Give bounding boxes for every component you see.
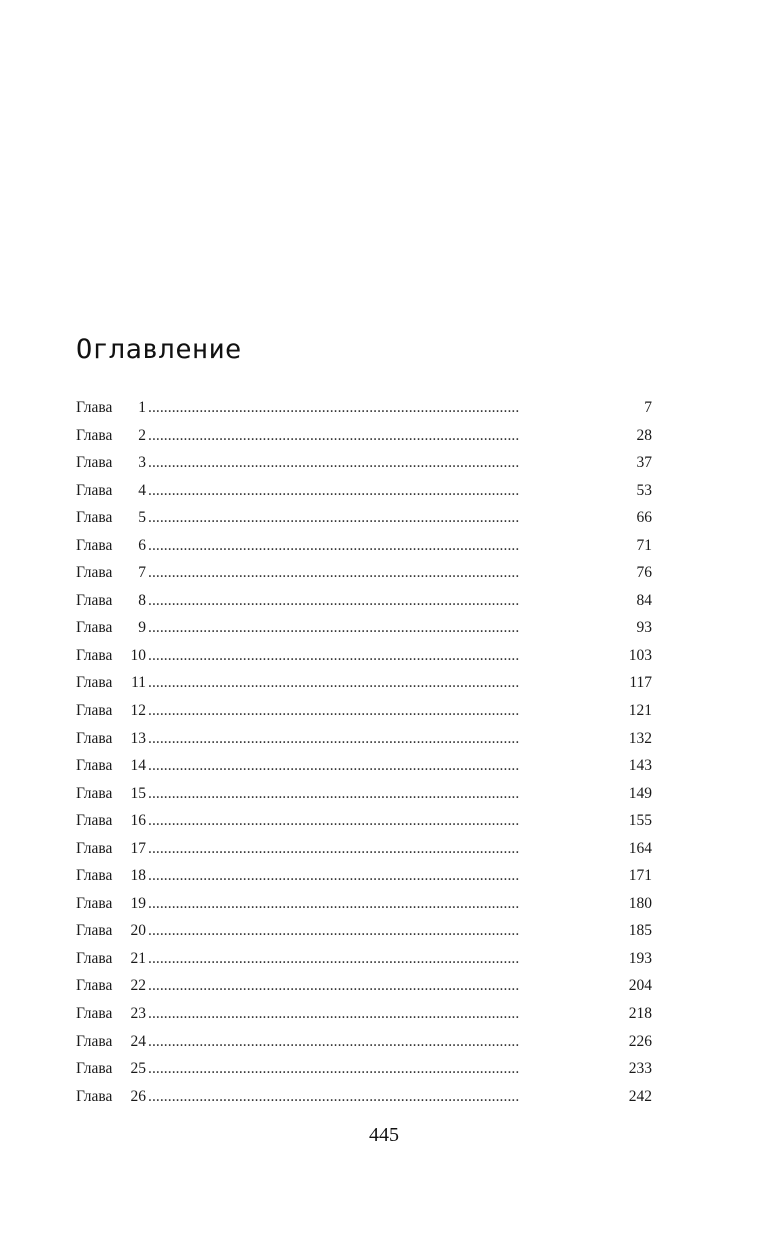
- page-number: 445: [369, 1124, 399, 1146]
- chapter-number: 1: [138, 399, 146, 416]
- chapter-page-number: 103: [628, 646, 652, 664]
- chapter-label: Глава: [76, 509, 113, 527]
- dot-leader: [148, 587, 634, 615]
- chapter-number: 16: [130, 812, 146, 830]
- toc-entry[interactable]: [76, 449, 652, 477]
- toc-list: [76, 394, 652, 1110]
- dot-leader: [148, 394, 641, 422]
- toc-entry[interactable]: [76, 807, 652, 835]
- chapter-page-number: 53: [636, 481, 652, 499]
- dot-leader: [148, 449, 634, 477]
- chapter-number: 14: [130, 757, 146, 775]
- chapter-page-number: 233: [628, 1060, 652, 1078]
- chapter-number: 19: [130, 894, 146, 912]
- chapter-number: 15: [130, 784, 146, 802]
- dot-leader: [148, 1028, 626, 1056]
- chapter-label: Глава: [76, 454, 113, 472]
- toc-entry[interactable]: [76, 752, 652, 780]
- chapter-label: Глава: [76, 784, 113, 802]
- chapter-page-number: 171: [628, 867, 652, 885]
- toc-entry[interactable]: [76, 1055, 652, 1083]
- dot-leader: [148, 532, 634, 560]
- chapter-number: 20: [130, 922, 146, 940]
- chapter-page-number: 242: [628, 1087, 652, 1105]
- dot-leader: [148, 807, 626, 835]
- toc-entry[interactable]: [76, 642, 652, 670]
- dot-leader: [148, 835, 626, 863]
- chapter-label: Глава: [76, 426, 113, 444]
- chapter-page-number: 226: [628, 1032, 652, 1050]
- chapter-page-number: 121: [628, 702, 652, 720]
- chapter-label: Глава: [76, 867, 113, 885]
- chapter-label: Глава: [76, 481, 113, 499]
- chapter-number: 12: [130, 702, 146, 720]
- chapter-number: 23: [130, 1005, 146, 1023]
- dot-leader: [148, 945, 626, 973]
- toc-entry[interactable]: [76, 862, 652, 890]
- chapter-page-number: 66: [636, 509, 652, 527]
- chapter-label: Глава: [76, 729, 113, 747]
- toc-entry[interactable]: [76, 504, 652, 532]
- chapter-page-number: 84: [636, 591, 652, 609]
- chapter-label: Глава: [76, 812, 113, 830]
- chapter-page-number: 204: [628, 977, 652, 995]
- chapter-label: Глава: [76, 757, 113, 775]
- chapter-page-number: 218: [628, 1005, 652, 1023]
- toc-entry[interactable]: [76, 669, 652, 697]
- toc-entry[interactable]: [76, 890, 652, 918]
- chapter-page-number: 28: [636, 426, 652, 444]
- chapter-number: 24: [130, 1032, 146, 1050]
- dot-leader: [148, 890, 626, 918]
- chapter-number: 25: [130, 1060, 146, 1078]
- chapter-number: 26: [130, 1087, 146, 1105]
- chapter-label: Глава: [76, 536, 113, 554]
- dot-leader: [148, 1000, 626, 1028]
- toc-entry[interactable]: [76, 532, 652, 560]
- chapter-page-number: 37: [636, 454, 652, 472]
- chapter-number: 21: [130, 949, 146, 967]
- toc-entry[interactable]: [76, 1000, 652, 1028]
- chapter-page-number: 149: [628, 784, 652, 802]
- dot-leader: [148, 862, 626, 890]
- chapter-page-number: 132: [628, 729, 652, 747]
- toc-entry[interactable]: [76, 1028, 652, 1056]
- dot-leader: [148, 1083, 626, 1111]
- chapter-page-number: 185: [628, 922, 652, 940]
- dot-leader: [148, 972, 626, 1000]
- chapter-label: Глава: [76, 894, 113, 912]
- chapter-number: 18: [130, 867, 146, 885]
- dot-leader: [148, 697, 626, 725]
- chapter-label: Глава: [76, 977, 113, 995]
- dot-leader: [148, 477, 634, 505]
- toc-entry[interactable]: [76, 725, 652, 753]
- toc-entry[interactable]: [76, 697, 652, 725]
- chapter-label: Глава: [76, 1087, 113, 1105]
- dot-leader: [148, 504, 634, 532]
- dot-leader: [148, 1055, 626, 1083]
- toc-entry[interactable]: [76, 780, 652, 808]
- chapter-number: 2: [138, 426, 146, 444]
- chapter-page-number: 71: [636, 536, 652, 554]
- toc-entry[interactable]: [76, 945, 652, 973]
- chapter-label: Глава: [76, 399, 113, 416]
- chapter-number: 10: [130, 646, 146, 664]
- dot-leader: [148, 614, 634, 642]
- chapter-page-number: 117: [629, 674, 652, 692]
- chapter-number: 4: [138, 481, 146, 499]
- toc-entry[interactable]: [76, 835, 652, 863]
- toc-entry[interactable]: [76, 394, 652, 422]
- chapter-page-number: 164: [628, 839, 652, 857]
- chapter-number: 5: [138, 509, 146, 527]
- chapter-label: Глава: [76, 674, 113, 692]
- chapter-number: 3: [138, 454, 146, 472]
- chapter-number: 9: [138, 619, 146, 637]
- chapter-page-number: 93: [636, 619, 652, 637]
- toc-entry[interactable]: [76, 614, 652, 642]
- chapter-label: Глава: [76, 949, 113, 967]
- chapter-number: 8: [138, 591, 146, 609]
- dot-leader: [148, 752, 626, 780]
- chapter-page-number: 180: [628, 894, 652, 912]
- chapter-label: Глава: [76, 619, 113, 637]
- chapter-label: Глава: [76, 1060, 113, 1078]
- chapter-label: Глава: [76, 1005, 113, 1023]
- toc-entry[interactable]: [76, 422, 652, 450]
- toc-entry[interactable]: [76, 477, 652, 505]
- chapter-page-number: 193: [628, 949, 652, 967]
- toc-entry[interactable]: [76, 587, 652, 615]
- chapter-number: 13: [130, 729, 146, 747]
- chapter-page-number: 76: [636, 564, 652, 582]
- chapter-label: Глава: [76, 646, 113, 664]
- chapter-page-number: 7: [644, 399, 652, 416]
- chapter-label: Глава: [76, 839, 113, 857]
- chapter-page-number: 155: [628, 812, 652, 830]
- chapter-number: 11: [131, 674, 146, 692]
- chapter-label: Глава: [76, 1032, 113, 1050]
- toc-entry[interactable]: [76, 559, 652, 587]
- dot-leader: [148, 559, 634, 587]
- chapter-label: Глава: [76, 922, 113, 940]
- dot-leader: [148, 642, 626, 670]
- dot-leader: [148, 725, 626, 753]
- chapter-number: 17: [130, 839, 146, 857]
- chapter-number: 22: [130, 977, 146, 995]
- toc-entry[interactable]: [76, 917, 652, 945]
- dot-leader: [148, 917, 626, 945]
- chapter-label: Глава: [76, 591, 113, 609]
- dot-leader: [148, 422, 634, 450]
- dot-leader: [148, 669, 626, 697]
- dot-leader: [148, 780, 626, 808]
- toc-entry[interactable]: [76, 972, 652, 1000]
- chapter-page-number: 143: [628, 757, 652, 775]
- toc-heading: Оглавление: [76, 334, 242, 365]
- chapter-number: 6: [138, 536, 146, 554]
- chapter-label: Глава: [76, 564, 113, 582]
- chapter-label: Глава: [76, 702, 113, 720]
- chapter-number: 7: [138, 564, 146, 582]
- toc-entry[interactable]: [76, 1083, 652, 1111]
